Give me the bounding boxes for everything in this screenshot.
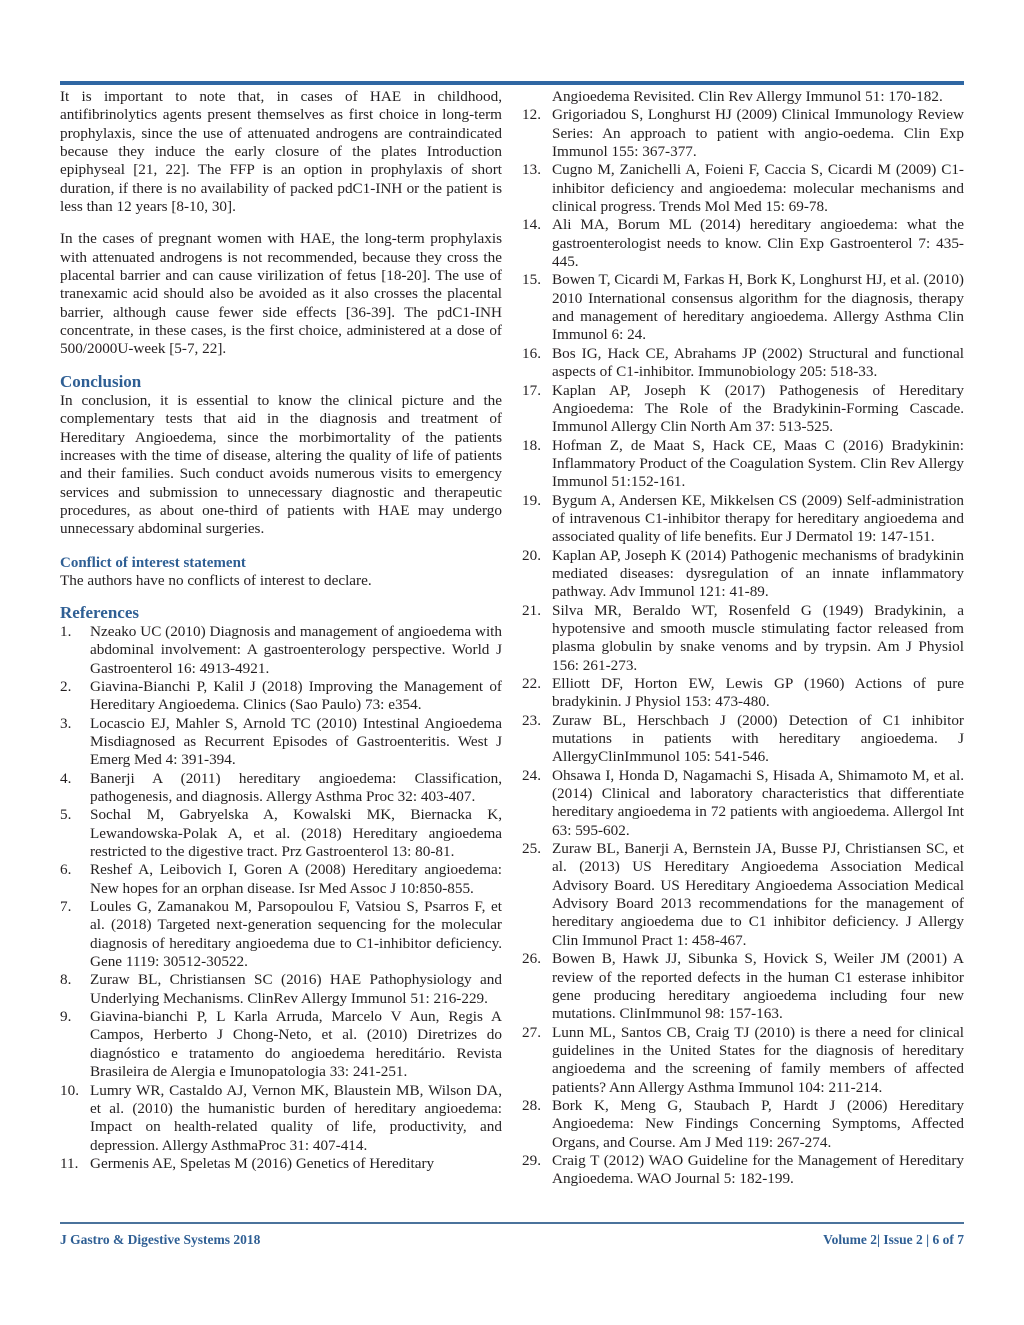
reference-number: 3. [60, 714, 72, 732]
reference-number: 22. [522, 675, 541, 692]
reference-text: Reshef A, Leibovich I, Goren A (2008) Hereditary angioedema: New hopes for an orphan disease. Isr Med Assoc J 10:850-855. [90, 861, 502, 897]
reference-item [60, 806, 502, 861]
reference-text: Craig T (2012) WAO Guideline for the Management of Hereditary Angioedema. WAO Journal 5: 182-199. [552, 1151, 964, 1188]
reference-text: Loules G, Zamanakou M, Parsopoulou F, Vatsiou S, Psarros F, et al. (2018) Targeted next-generation sequencing for the molecular diagnosis of hereditary angioedema due to C1-inhibitor deficiency. Gene 1119: 30512-30522. [90, 898, 502, 971]
reference-item [522, 437, 964, 492]
conflict-text: The authors have no conflicts of interest to declare. [60, 571, 372, 589]
reference-text: Zuraw BL, Christiansen SC (2016) HAE Pathophysiology and Underlying Mechanisms. ClinRev Allergy Immunol 51: 216-229. [90, 971, 502, 1007]
reference-number: 8. [60, 971, 72, 989]
reference-number: 4. [60, 769, 72, 787]
footer-page-info: Volume 2| Issue 2 | 6 of 7 [823, 1232, 964, 1247]
reference-text: Grigoriadou S, Longhurst HJ (2009) Clinical Immunology Review Series: An approach to patient with angio-oedema. Clin Exp Immunol 155: 367-377. [552, 106, 964, 161]
reference-text: Ali MA, Borum ML (2014) hereditary angioedema: what the gastroenterologist needs to know. Clin Exp Gastroenterol 7: 435-445. [552, 216, 964, 271]
left-column [60, 88, 502, 1173]
references-list-right [522, 106, 964, 1188]
reference-item [60, 623, 502, 678]
reference-text: Bork K, Meng G, Staubach P, Hardt J (2006) Hereditary Angioedema: New Findings Concerning Symptoms, Affected Organs, and Course. Am J Med 119: 267-274. [552, 1096, 964, 1151]
footer-journal: J Gastro & Digestive Systems 2018 [60, 1232, 261, 1247]
reference-number: 23. [522, 711, 541, 729]
reference-text: Giavina-Bianchi P, Kalil J (2018) Improving the Management of Hereditary Angioedema. Clinics (Sao Paulo) 73: e354. [90, 677, 502, 714]
reference-item [522, 1152, 964, 1189]
reference-number: 18. [522, 436, 541, 454]
reference-number: 11. [60, 1154, 79, 1172]
reference-text: Lumry WR, Castaldo AJ, Vernon MK, Blaustein MB, Wilson DA, et al. (2010) the humanistic burden of hereditary angioedema: Impact on health-related quality of life, productivity, and depression. Allergy AsthmaProc 31: 407-414. [90, 1081, 502, 1154]
reference-item [522, 1097, 964, 1152]
right-column [522, 88, 964, 1189]
reference-item [522, 492, 964, 547]
reference-item [522, 602, 964, 675]
reference-item [522, 382, 964, 437]
reference-number: 12. [522, 106, 541, 124]
reference-number: 29. [522, 1151, 541, 1169]
reference-text: Hofman Z, de Maat S, Hack CE, Maas C (2016) Bradykinin: Inflammatory Product of the Coagulation System. Clin Rev Allergy Immunol 51:152-161. [552, 436, 964, 491]
reference-item [522, 950, 964, 1023]
reference-number: 19. [522, 491, 541, 509]
reference-item [522, 161, 964, 216]
reference-number: 9. [60, 1008, 72, 1026]
reference-item [60, 1082, 502, 1155]
reference-text: Elliott DF, Horton EW, Lewis GP (1960) Actions of pure bradykinin. J Physiol 153: 473-480. [552, 675, 964, 711]
reference-text: Cugno M, Zanichelli A, Foieni F, Caccia S, Cicardi M (2009) C1-inhibitor deficiency and angioedema: molecular mechanisms and clinical progress. Trends Mol Med 15: 69-78. [552, 161, 964, 216]
conclusion-heading: Conclusion [60, 371, 142, 391]
conclusion-text: In conclusion, it is essential to know the clinical picture and the complementary tests that aid in the diagnosis and treatment of Hereditary Angioedema, since the morbimortality of the patients increases with the time of disease, altering the quality of life of patients and their families. Such conduct avoids numerous visits to emergency services and submission to unnecessary diagnostic and therapeutic procedures, as about one-third of patients with HAE may undergo unnecessary abdominal surgeries. [60, 391, 502, 538]
reference-number: 6. [60, 861, 72, 879]
reference-item [522, 712, 964, 767]
header-rule [60, 81, 964, 85]
reference-item [522, 675, 964, 712]
reference-item [522, 271, 964, 344]
reference-number: 16. [522, 344, 541, 362]
reference-number: 15. [522, 271, 541, 289]
reference-text: Bos IG, Hack CE, Abrahams JP (2002) Structural and functional aspects of C1-inhibitor. Immunobiology 205: 518-33. [552, 344, 964, 381]
reference-text: Lunn ML, Santos CB, Craig TJ (2010) is there a need for clinical guidelines in the United States for the diagnosis of hereditary angioedema and the screening of family members of affected patients? Ann Allergy Asthma Immunol 104: 211-214. [552, 1023, 964, 1096]
reference-number: 25. [522, 840, 541, 858]
reference-number: 26. [522, 950, 541, 968]
reference-text: Giavina-bianchi P, L Karla Arruda, Marcelo V Aun, Regis A Campos, Herberto J Chong-Neto, et al. (2010) Diretrizes do diagnóstico e tratamento do angioedema hereditário. Revista Brasileira de Alergia e Imunopatologia 33: 241-251. [90, 1008, 502, 1081]
reference-number: 14. [522, 216, 541, 234]
reference-item [522, 216, 964, 271]
reference-text: Locascio EJ, Mahler S, Arnold TC (2010) Intestinal Angioedema Misdiagnosed as Recurrent Episodes of Gastroenteritis. West J Emerg Med 4: 391-394. [90, 714, 502, 769]
reference-text: Kaplan AP, Joseph K (2017) Pathogenesis of Hereditary Angioedema: The Role of the Bradykinin-Forming Cascade. Immunol Allergy Clin North Am 37: 513-525. [552, 381, 964, 436]
reference-item [60, 715, 502, 770]
reference-continuation: Angioedema Revisited. Clin Rev Allergy Immunol 51: 170-182. [552, 88, 943, 105]
reference-item [60, 861, 502, 898]
reference-number: 20. [522, 546, 541, 564]
reference-number: 1. [60, 622, 72, 640]
reference-number: 21. [522, 601, 541, 619]
reference-text: Nzeako UC (2010) Diagnosis and management of angioedema with abdominal involvement: A gastroenterology perspective. World J Gastroenterol 16: 4913-4921. [90, 622, 502, 677]
reference-number: 24. [522, 766, 541, 784]
reference-text: Banerji A (2011) hereditary angioedema: Classification, pathogenesis, and diagnosis. Allergy Asthma Proc 32: 403-407. [90, 769, 502, 805]
reference-item [60, 898, 502, 971]
reference-item [522, 345, 964, 382]
reference-text: Bowen T, Cicardi M, Farkas H, Bork K, Longhurst HJ, et al. (2010) 2010 International consensus algorithm for the diagnosis, therapy and management of hereditary angioedema. Allergy Asthma Clin Immunol 6: 24. [552, 271, 964, 344]
references-list-left [60, 623, 502, 1173]
reference-item [522, 106, 964, 161]
conflict-heading: Conflict of interest statement [60, 554, 246, 571]
reference-text: Germenis AE, Speletas M (2016) Genetics of Hereditary [90, 1154, 435, 1172]
reference-number: 7. [60, 898, 72, 916]
reference-number: 17. [522, 381, 541, 399]
footer-rule [60, 1222, 964, 1224]
reference-item [60, 770, 502, 807]
reference-text: Silva MR, Beraldo WT, Rosenfeld G (1949) Bradykinin, a hypotensive and smooth muscle stimulating factor released from plasma globulin by snake venoms and by trypsin. Am J Physiol 156: 261-273. [552, 601, 964, 674]
reference-item [522, 840, 964, 950]
body-paragraph: In the cases of pregnant women with HAE, the long-term prophylaxis with attenuated androgens is not recommended, because they cross the placental barrier and can cause virilization of fetus [18-20]. The use of tranexamic acid should also be avoided as it also crosses the placental barrier, although cause fewer side effects [36-39]. The pdC1-INH concentrate, in these cases, is the first choice, administered at a dose of 500/2000U-week [5-7, 22]. [60, 230, 502, 358]
reference-item [60, 1155, 502, 1173]
reference-item [522, 767, 964, 840]
reference-item [60, 1008, 502, 1081]
reference-number: 2. [60, 677, 72, 695]
reference-number: 27. [522, 1023, 541, 1041]
reference-text: Zuraw BL, Herschbach J (2000) Detection of C1 inhibitor mutations in patients with hereditary angioedema. J AllergyClinImmunol 105: 541-546. [552, 711, 964, 766]
reference-text: Ohsawa I, Honda D, Nagamachi S, Hisada A, Shimamoto M, et al. (2014) Clinical and laboratory characteristics that differentiate hereditary angioedema in 72 patients with angioedema. Allergol Int 63: 595-602. [552, 766, 964, 839]
reference-item [60, 678, 502, 715]
references-heading: References [60, 602, 139, 622]
body-paragraph: It is important to note that, in cases of HAE in childhood, antifibrinolytics agents present themselves as first choice in long-term prophylaxis, since the use of attenuated androgens are contraindicated because they induce the early closure of the plates Introduction epiphyseal [21, 22]. The FFP is an option in prophylaxis of short duration, if there is no availability of packed pdC1-INH or the patient is less than 12 years [8-10, 30]. [60, 88, 502, 216]
reference-number: 13. [522, 161, 541, 179]
reference-text: Sochal M, Gabryelska A, Kowalski MK, Biernacka K, Lewandowska-Polak A, et al. (2018) Hereditary angioedema restricted to the digestive tract. Prz Gastroenterol 13: 80-81. [90, 806, 502, 861]
reference-text: Bowen B, Hawk JJ, Sibunka S, Hovick S, Weiler JM (2001) A review of the reported defects in the human C1 esterase inhibitor gene producing hereditary angioedema including four new mutations. ClinImmunol 98: 157-163. [552, 950, 964, 1023]
reference-number: 5. [60, 806, 72, 824]
reference-item [60, 971, 502, 1008]
reference-number: 10. [60, 1081, 79, 1099]
reference-item [522, 1024, 964, 1097]
reference-text: Kaplan AP, Joseph K (2014) Pathogenic mechanisms of bradykinin mediated diseases: dysregulation of an innate inflammatory pathway. Adv Immunol 121: 41-89. [552, 546, 964, 601]
reference-item [522, 547, 964, 602]
reference-number: 28. [522, 1096, 541, 1114]
reference-text: Bygum A, Andersen KE, Mikkelsen CS (2009) Self-administration of intravenous C1-inhibitor therapy for hereditary angioedema and associated quality of life benefits. Eur J Dermatol 19: 147-151. [552, 491, 964, 546]
reference-text: Zuraw BL, Banerji A, Bernstein JA, Busse PJ, Christiansen SC, et al. (2013) US Hereditary Angioedema Association Medical Advisory Board. US Hereditary Angioedema Association Medical Advisory Board 2013 recommendations for the management of hereditary angioedema due to C1 inhibitor deficiency. J Allergy Clin Immunol Pract 1: 458-467. [552, 840, 964, 949]
